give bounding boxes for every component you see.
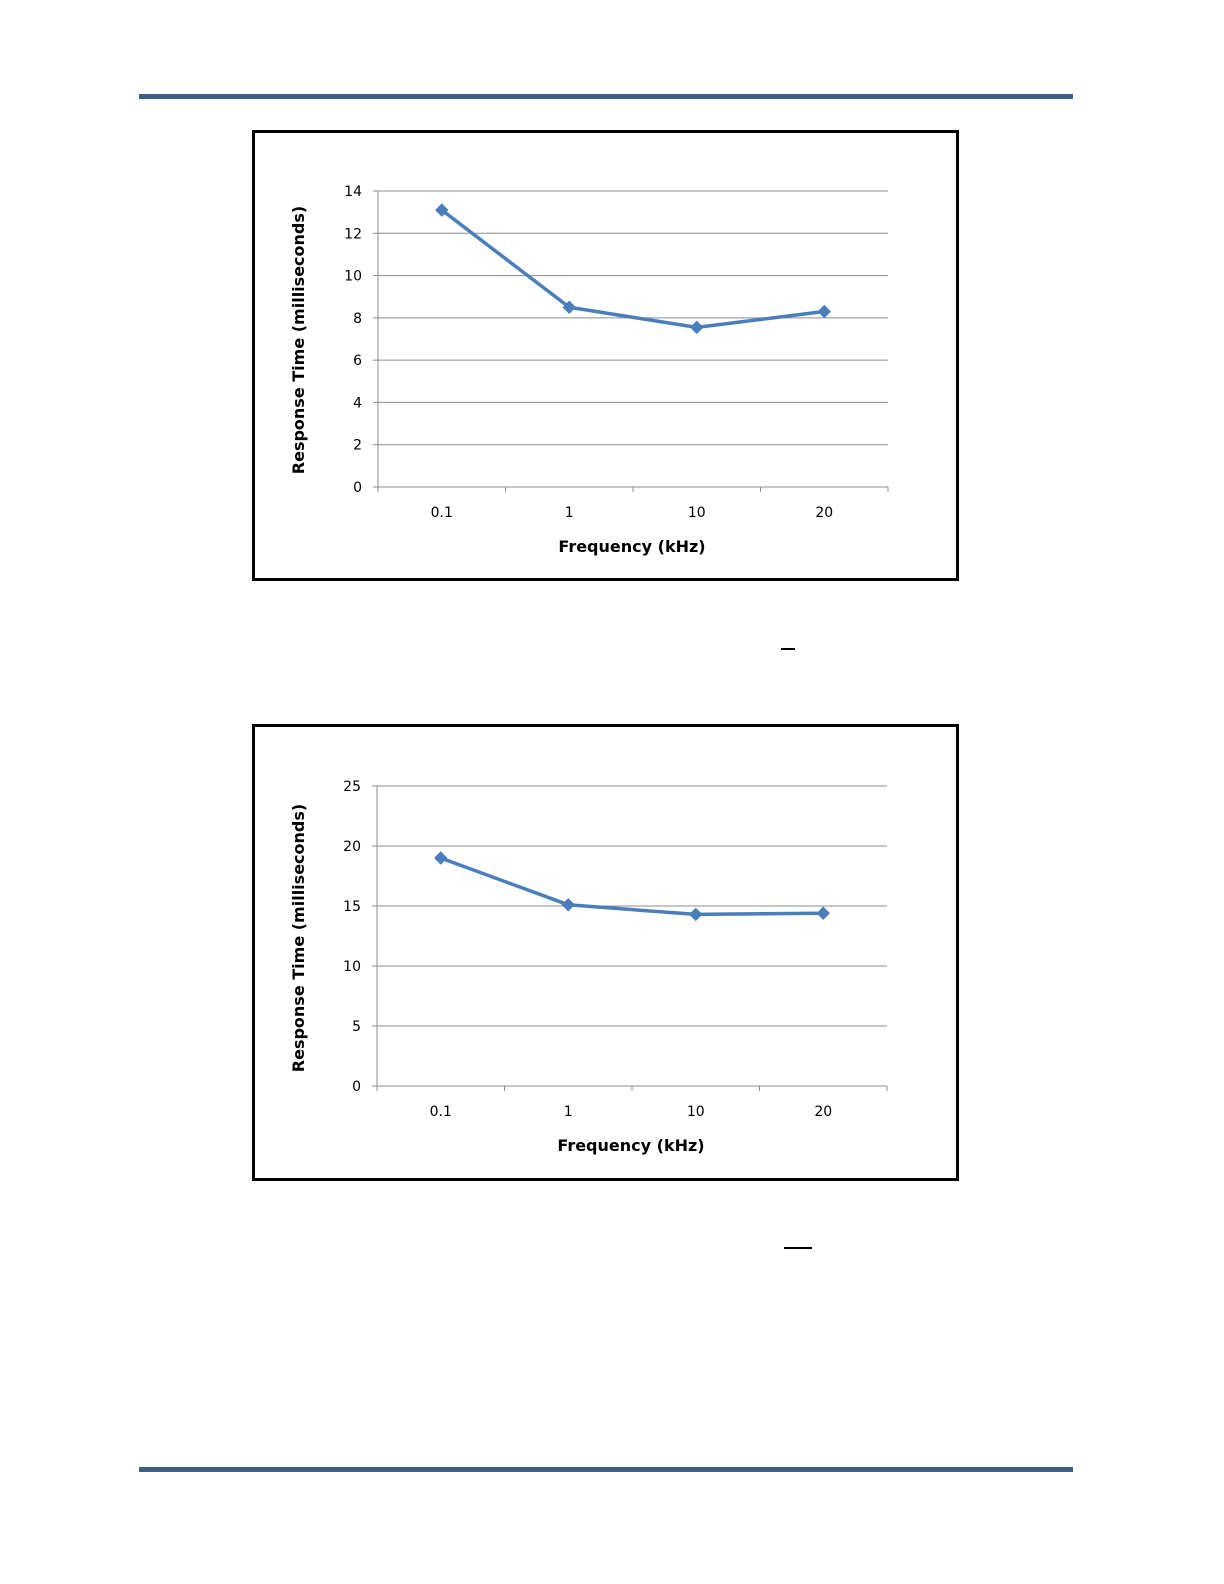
chart-1-data-point-marker xyxy=(691,321,703,333)
chart-1-series-line xyxy=(442,210,825,327)
caption-dash-2 xyxy=(784,1247,812,1249)
chart-2-y-tick-label: 5 xyxy=(352,1019,361,1035)
chart-2-x-axis-title: Frequency (kHz) xyxy=(557,1136,705,1155)
chart-1-y-axis-title: Response Time (milliseconds) xyxy=(289,205,308,475)
chart-2-data-point-marker xyxy=(690,908,702,920)
chart-1-x-axis-title: Frequency (kHz) xyxy=(558,537,706,556)
chart-1-y-tick-label: 8 xyxy=(353,310,362,327)
chart-1-x-tick-label: 10 xyxy=(687,505,706,521)
chart-2-y-tick-label: 15 xyxy=(343,899,361,915)
chart-1-x-tick-label: 1 xyxy=(564,505,574,521)
chart-1-y-tick-label: 12 xyxy=(344,226,362,243)
chart-1-x-tick-label: 20 xyxy=(815,505,834,521)
chart-2-data-point-marker xyxy=(435,852,447,864)
caption-dash-1 xyxy=(781,648,795,650)
chart-1-x-tick-label: 0.1 xyxy=(430,505,453,521)
chart-2-y-tick-label: 25 xyxy=(343,779,361,795)
chart-1-y-tick-label: 0 xyxy=(353,480,362,496)
chart-2-y-tick-label: 10 xyxy=(343,959,361,975)
chart-2-y-axis-title: Response Time (milliseconds) xyxy=(289,803,308,1073)
chart-1-y-tick-label: 2 xyxy=(353,437,362,454)
chart-2-x-tick-label: 1 xyxy=(563,1104,573,1120)
footer-rule xyxy=(139,1467,1073,1472)
chart-1-y-tick-label: 4 xyxy=(353,395,362,412)
chart-1-y-tick-label: 10 xyxy=(344,268,362,285)
chart-2-x-tick-label: 10 xyxy=(686,1104,705,1120)
chart-2-data-point-marker xyxy=(817,907,829,919)
chart-2-y-tick-label: 20 xyxy=(343,839,361,855)
chart-2-data-point-marker xyxy=(562,899,574,911)
chart-2-x-tick-label: 0.1 xyxy=(429,1104,452,1120)
chart-1-y-tick-label: 14 xyxy=(344,184,362,200)
chart-2-y-tick-label: 0 xyxy=(352,1079,361,1095)
chart-2-x-tick-label: 20 xyxy=(814,1104,833,1120)
chart-1-data-point-marker xyxy=(818,306,830,318)
chart-1-y-tick-label: 6 xyxy=(353,353,362,370)
